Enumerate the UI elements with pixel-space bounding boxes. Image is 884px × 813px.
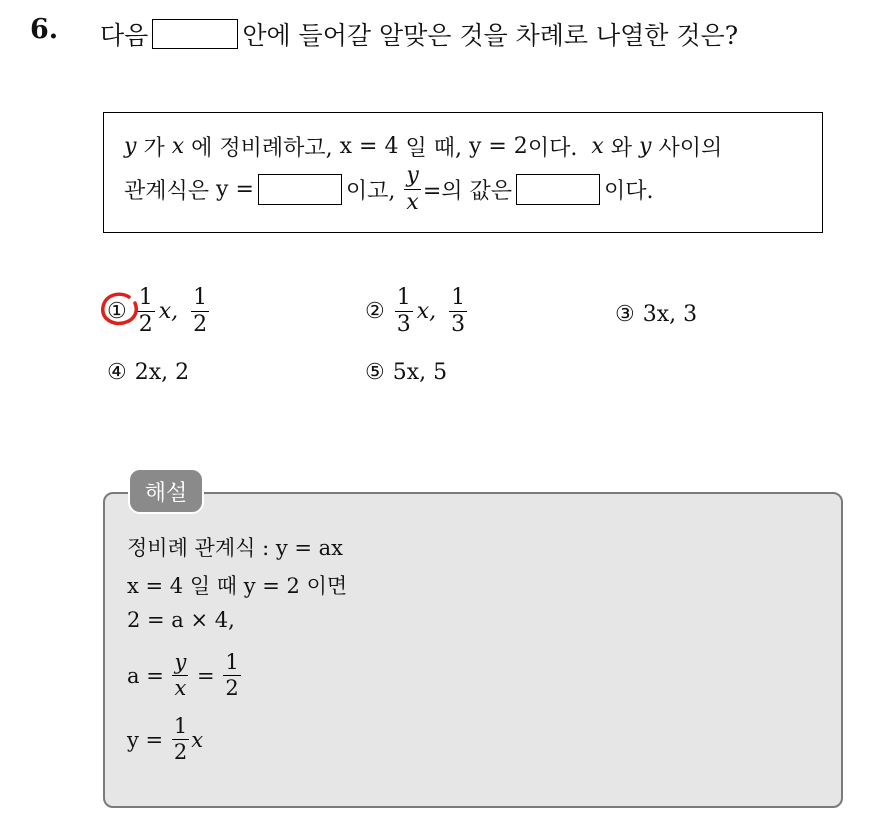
denominator: 3 xyxy=(396,312,411,337)
fraction xyxy=(404,165,420,214)
question-suffix: 안에 들어갈 알맞은 것을 차례로 나열한 것은? xyxy=(242,21,739,50)
text: 와 xyxy=(610,136,632,161)
denominator: 2 xyxy=(225,676,239,700)
var-x: x xyxy=(591,134,604,159)
solution-line-2: x = 4 일 때 y = 2 이면 xyxy=(127,574,348,598)
denominator: 2 xyxy=(138,312,153,337)
blank-box xyxy=(152,19,238,49)
var-y: y xyxy=(639,134,652,159)
denominator: 2 xyxy=(193,312,208,337)
numerator: 1 xyxy=(138,285,153,310)
var-x: x xyxy=(191,727,204,752)
solution-line-4 xyxy=(127,652,243,699)
choice-marker: ⑤ xyxy=(365,360,385,385)
text: 관계식은 xyxy=(124,179,210,204)
choice-text: 3x, 3 xyxy=(642,302,698,327)
text: 사이의 xyxy=(658,136,723,161)
numerator: 1 xyxy=(173,714,188,738)
var-x: x xyxy=(171,134,185,159)
numerator: y xyxy=(406,163,419,188)
question-number: 6. xyxy=(30,14,59,45)
text: = xyxy=(197,663,215,688)
denominator: x xyxy=(406,190,419,215)
numerator: 1 xyxy=(396,285,411,310)
text: 에 정비례하고, xyxy=(191,136,333,161)
choice-marker: ② xyxy=(365,299,385,324)
choice-marker: ③ xyxy=(615,302,635,327)
choice-text: x, xyxy=(158,299,179,324)
text: 가 xyxy=(143,136,165,161)
choice-text: 2x, 2 xyxy=(134,360,190,385)
numerator: 1 xyxy=(451,285,466,310)
question-text xyxy=(100,16,738,52)
denominator: 3 xyxy=(451,312,466,337)
equation: y = xyxy=(216,177,254,202)
fraction xyxy=(172,716,189,763)
denominator: 2 xyxy=(173,740,188,764)
text: 이다. xyxy=(527,136,578,161)
question-prefix: 다음 xyxy=(100,21,149,50)
equation: x = 4 xyxy=(339,134,399,159)
condition-line-2 xyxy=(124,165,654,214)
numerator: 1 xyxy=(225,650,239,674)
blank-box xyxy=(516,174,600,205)
numerator: y xyxy=(174,650,187,674)
choice-2[interactable] xyxy=(365,287,469,336)
solution-line-1: 정비례 관계식 : y = ax xyxy=(127,536,343,560)
choice-text: x, xyxy=(416,299,437,324)
denominator: x xyxy=(174,676,187,700)
blank-box xyxy=(258,174,342,205)
solution-panel xyxy=(103,492,843,808)
text: 이다. xyxy=(604,179,654,204)
text: 일 때, xyxy=(405,136,462,161)
condition-line-1 xyxy=(124,131,722,162)
solution-line-5 xyxy=(127,716,203,763)
text: y = xyxy=(127,727,164,752)
text: 이고, xyxy=(345,179,396,204)
numerator: 1 xyxy=(193,285,208,310)
choice-3[interactable] xyxy=(615,302,697,327)
choice-marker: ① xyxy=(107,299,127,324)
fraction xyxy=(223,652,240,699)
text: a = xyxy=(127,663,164,688)
var-y: y xyxy=(124,134,137,159)
fraction xyxy=(172,652,188,699)
text: =의 값은 xyxy=(422,179,512,204)
selected-circle-mark xyxy=(99,291,141,327)
solution-tag: 해설 xyxy=(128,468,204,514)
choice-5[interactable] xyxy=(365,360,447,385)
condition-box xyxy=(103,112,823,233)
choice-marker: ④ xyxy=(107,360,127,385)
equation: y = 2 xyxy=(468,134,528,159)
choice-4[interactable] xyxy=(107,360,189,385)
solution-line-3: 2 = a × 4, xyxy=(127,608,235,632)
choice-text: 5x, 5 xyxy=(392,360,448,385)
